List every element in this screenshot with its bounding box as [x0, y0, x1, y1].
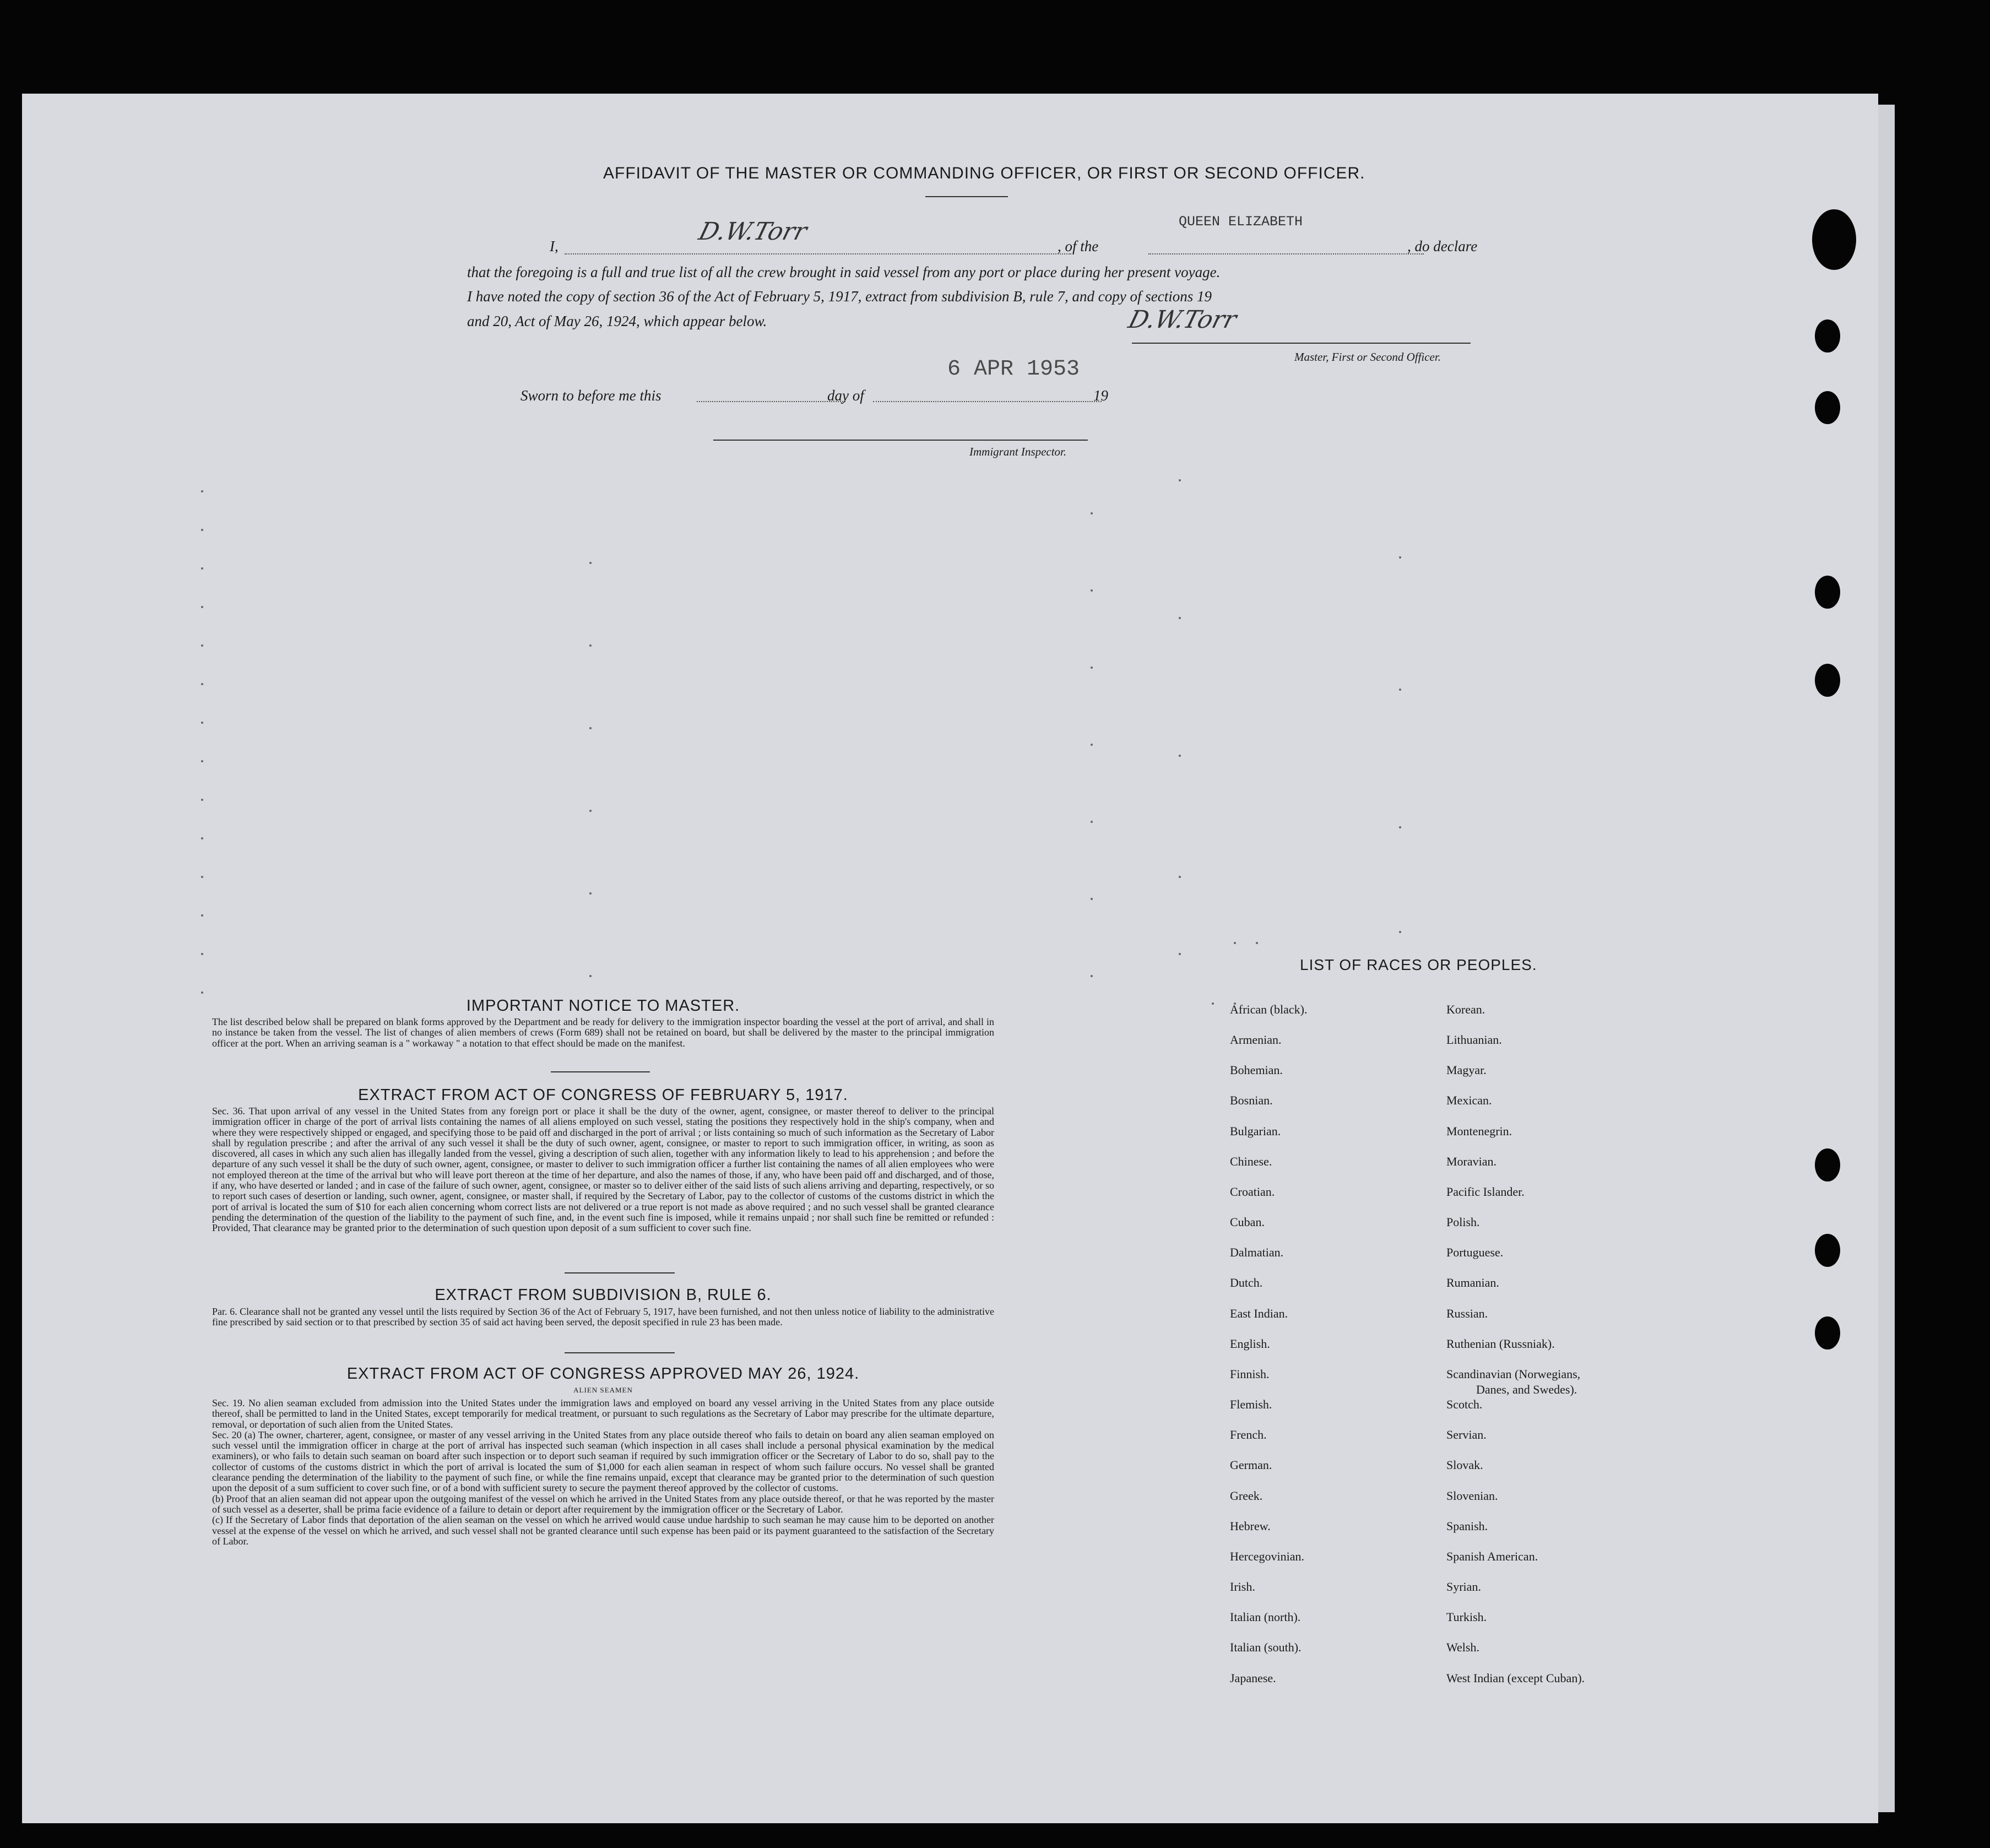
race-right-5: Montenegrin.	[1446, 1124, 1512, 1138]
i-label: I,	[550, 238, 558, 254]
race-right-9: Portuguese.	[1446, 1245, 1504, 1259]
race-left-14: Flemish.	[1230, 1397, 1272, 1411]
race-right-17: Slovenian.	[1446, 1489, 1498, 1503]
extract-rule6-text: Par. 6. Clearance shall not be granted any vessel until the lists required by Section 36 of the Act of February 5, 1917, have been furnished, and not then unless notice of liability to the administrative fine prescribed by said section or to that prescribed by section 35 of said act having been served, the deposit specified in rule 23 has been made.	[212, 1306, 994, 1328]
extract-1924-title: EXTRACT FROM ACT OF CONGRESS APPROVED MAY 26, 1924.	[346, 1365, 860, 1383]
inspector-signature-line	[713, 440, 1088, 441]
race-left-2: Armenian.	[1230, 1033, 1282, 1047]
notice-divider	[551, 1071, 650, 1072]
document-page	[22, 94, 1878, 1823]
inspector-caption: Immigrant Inspector.	[969, 445, 1067, 458]
do-declare-label: , do declare	[1407, 238, 1478, 254]
race-left-17: Greek.	[1230, 1489, 1263, 1503]
day-of-label: day of	[827, 387, 864, 404]
race-right-22: Welsh.	[1446, 1640, 1479, 1654]
signature-declarant: D.W.Torr	[696, 218, 810, 246]
race-left-4: Bosnian.	[1230, 1093, 1273, 1107]
race-left-20: Irish.	[1230, 1580, 1255, 1594]
date-stamp: 6 APR 1953	[947, 357, 1080, 382]
race-right-21: Turkish.	[1446, 1610, 1487, 1624]
sec-20a-text: Sec. 20 (a) The owner, charterer, agent, consignee, or master of any vessel arriving in the United States from any place outside thereof who fails to detain on board any alien seaman employed on such vessel until the immigration officer in charge at the port of arrival has inspected such seaman (which inspection in all cases shall include a personal physical examination by the medical examiners), or who fails to detain such seaman on board after such inspection or to deport such seaman if required by such immigration officer or the Secretary of Labor to do so, shall pay to the collector of customs of the customs district in which the port of arrival is located the sum of $1,000 for each alien seaman in respect of whom such failure occurs. No vessel shall be granted clearance pending the determination of the liability to the payment of such fine, or while the fine remains unpaid, except that clearance may be granted prior to the determination of such question upon the deposit of a sum sufficient to cover such fine, or of a bond with sufficient surety to secure the payment thereof approved by the collector of customs.	[212, 1429, 994, 1494]
vessel-line	[1148, 253, 1424, 254]
race-left-18: Hebrew.	[1230, 1519, 1271, 1533]
race-left-12: English.	[1230, 1337, 1270, 1351]
race-left-1: African (black).	[1230, 1002, 1308, 1016]
race-left-6: Chinese.	[1230, 1155, 1272, 1168]
race-left-11: East Indian.	[1230, 1307, 1288, 1320]
master-caption: Master, First or Second Officer.	[1294, 350, 1441, 364]
race-left-22: Italian (south).	[1230, 1640, 1302, 1654]
binder-hole	[1815, 1234, 1840, 1267]
master-signature-line	[1132, 343, 1471, 344]
race-right-13-cont: Danes, and Swedes).	[1476, 1383, 1577, 1396]
race-right-1: Korean.	[1446, 1002, 1485, 1016]
alien-seamen-subtitle: ALIEN SEAMEN	[573, 1386, 633, 1394]
race-right-10: Rumanian.	[1446, 1276, 1499, 1289]
extract-rule6-divider	[565, 1352, 675, 1353]
binder-hole	[1815, 1148, 1840, 1182]
race-right-15: Servian.	[1446, 1428, 1487, 1441]
race-left-19: Hercegovinian.	[1230, 1549, 1304, 1563]
races-title: LIST OF RACES OR PEOPLES.	[1300, 956, 1537, 973]
notice-text: The list described below shall be prepared on blank forms approved by the Department and be ready for delivery to the immigration inspector boarding the vessel at the port of arrival, and shall in no instance be taken from the vessel. The list of changes of alien members of crews (Form 689) shall not be retained on board, but shall be delivered by the master to the principal immigration officer at the port. When an arriving seaman is a " workaway " a notation to that effect should be made on the manifest.	[212, 1016, 994, 1049]
extract-rule6-title: EXTRACT FROM SUBDIVISION B, RULE 6.	[435, 1286, 772, 1304]
race-right-19: Spanish American.	[1446, 1549, 1538, 1563]
sec-19-text: Sec. 19. No alien seaman excluded from admission into the United States under the immigration laws and employed on board any vessel arriving in the United States from any place outside thereof, shall be permitted to land in the United States, except temporarily for medical treatment, or pursuant to such regulations as the Secretary of Labor may prescribe for the ultimate departure, removal, or deportation of such alien from the United States.	[212, 1397, 994, 1430]
vessel-name: QUEEN ELIZABETH	[1179, 214, 1303, 230]
title-underline	[925, 196, 1008, 197]
race-right-16: Slovak.	[1446, 1458, 1483, 1472]
extract-1917-title: EXTRACT FROM ACT OF CONGRESS OF FEBRUARY 5, 1917.	[358, 1086, 848, 1104]
race-right-6: Moravian.	[1446, 1155, 1497, 1168]
signature-master: D.W.Torr	[1125, 306, 1240, 334]
race-right-11: Russian.	[1446, 1307, 1488, 1320]
name-line	[565, 253, 1071, 254]
of-the-label: , of the	[1058, 238, 1099, 254]
extract-1924-body	[212, 1398, 994, 1547]
affidavit-line-3: and 20, Act of May 26, 1924, which appear below.	[467, 313, 767, 329]
race-left-13: Finnish.	[1230, 1367, 1270, 1381]
race-right-3: Magyar.	[1446, 1063, 1487, 1077]
race-right-23: West Indian (except Cuban).	[1446, 1671, 1585, 1685]
binder-hole	[1815, 664, 1840, 697]
race-left-7: Croatian.	[1230, 1185, 1275, 1199]
race-left-5: Bulgarian.	[1230, 1124, 1281, 1138]
race-right-2: Lithuanian.	[1446, 1033, 1502, 1047]
sec-20b-text: (b) Proof that an alien seaman did not appear upon the outgoing manifest of the vessel on which he arrived in the United States from any place outside thereof, or that he was reported by the master of such vessel as a deserter, shall be prima facie evidence of a failure to detain or deport after requirement by the immigration officer or the Secretary of Labor.	[212, 1493, 994, 1515]
sworn-month-line	[873, 401, 1102, 402]
affidavit-title: AFFIDAVIT OF THE MASTER OR COMMANDING OFFICER, OR FIRST OR SECOND OFFICER.	[603, 164, 1365, 182]
affidavit-line-1: that the foregoing is a full and true list of all the crew brought in said vessel from any port or place during her present voyage.	[467, 264, 1221, 280]
race-right-8: Polish.	[1446, 1215, 1480, 1229]
sworn-label: Sworn to before me this	[520, 387, 661, 404]
binder-hole	[1815, 1316, 1840, 1350]
notice-title: IMPORTANT NOTICE TO MASTER.	[466, 997, 740, 1015]
affidavit-line-2: I have noted the copy of section 36 of the Act of February 5, 1917, extract from subdivision B, rule 7, and copy of sections 19	[467, 288, 1212, 305]
extract-1917-divider	[565, 1272, 675, 1273]
race-left-15: French.	[1230, 1428, 1267, 1441]
race-right-13: Scandinavian (Norwegians,	[1446, 1367, 1581, 1381]
race-right-14: Scotch.	[1446, 1397, 1483, 1411]
race-left-8: Cuban.	[1230, 1215, 1265, 1229]
binder-hole	[1812, 209, 1856, 270]
year-label: 19	[1093, 387, 1108, 404]
race-left-16: German.	[1230, 1458, 1272, 1472]
race-right-4: Mexican.	[1446, 1093, 1492, 1107]
race-right-7: Pacific Islander.	[1446, 1185, 1525, 1199]
race-right-12: Ruthenian (Russniak).	[1446, 1337, 1555, 1351]
race-left-9: Dalmatian.	[1230, 1245, 1284, 1259]
race-right-20: Syrian.	[1446, 1580, 1481, 1594]
binder-hole	[1815, 319, 1840, 353]
race-right-18: Spanish.	[1446, 1519, 1488, 1533]
binder-hole	[1815, 391, 1840, 424]
binder-hole	[1815, 576, 1840, 609]
sec-20c-text: (c) If the Secretary of Labor finds that deportation of the alien seaman on the vessel on which he arrived would cause undue hardship to such seaman he may cause him to be deported on another vessel at the expense of the vessel on which he arrived, and such vessel shall not be granted clearance until such expense has been paid or its payment guaranteed to the satisfaction of the Secretary of Labor.	[212, 1514, 994, 1547]
race-left-21: Italian (north).	[1230, 1610, 1301, 1624]
sworn-day-line	[697, 401, 845, 402]
race-left-10: Dutch.	[1230, 1276, 1263, 1289]
race-left-23: Japanese.	[1230, 1671, 1276, 1685]
race-left-3: Bohemian.	[1230, 1063, 1283, 1077]
extract-1917-text: Sec. 36. That upon arrival of any vessel in the United States from any foreign port or place it shall be the duty of the owner, agent, consignee, or master thereof to deliver to the principal immigration officer in charge of the port of arrival lists containing the names of all aliens employed on such vessel, stating the positions they respectively hold in the ship's company, when and where they were respectively shipped or engaged, and specifying those to be paid off and discharged in the port of arrival ; or lists containing so much of such information as the Secretary of Labor shall by regulation prescribe ; and after the arrival of any such vessel it shall be the duty of such owner, agent, consignee, or master to report to such immigration officer, in writing, as soon as discovered, all cases in which any such alien has illegally landed from the vessel, giving a description of such alien, together with any information likely to lead to his apprehension ; and before the departure of any such vessel it shall be the duty of such owner, agent, consignee, or master to deliver to such immigration officer a further list containing the names of all alien employees who were not employed thereon at the time of the arrival but who will leave port thereon at the time of her departure, and also the names of those, if any, who have been paid off and discharged, and of those, if any, who have deserted or landed ; and in case of the failure of such owner, agent, consignee, or master so to deliver either of the said lists of such aliens arriving and departing, respectively, or so to report such cases of desertion or landing, such owner, agent, consignee, or master shall, if required by the Secretary of Labor, pay to the collector of customs of the customs district in which the port of arrival is located the sum of $10 for each alien concerning whom correct lists are not delivered or a true report is not made as above required ; and no such vessel shall be granted clearance pending the determination of the question of the liability to the payment of such fine, and, in the event such fine is imposed, while it remains unpaid ; nor shall such fine be remitted or refunded : Provided, That clearance may be granted prior to the determination of such question upon deposit of a sum sufficient to cover such fine.	[212, 1105, 994, 1234]
